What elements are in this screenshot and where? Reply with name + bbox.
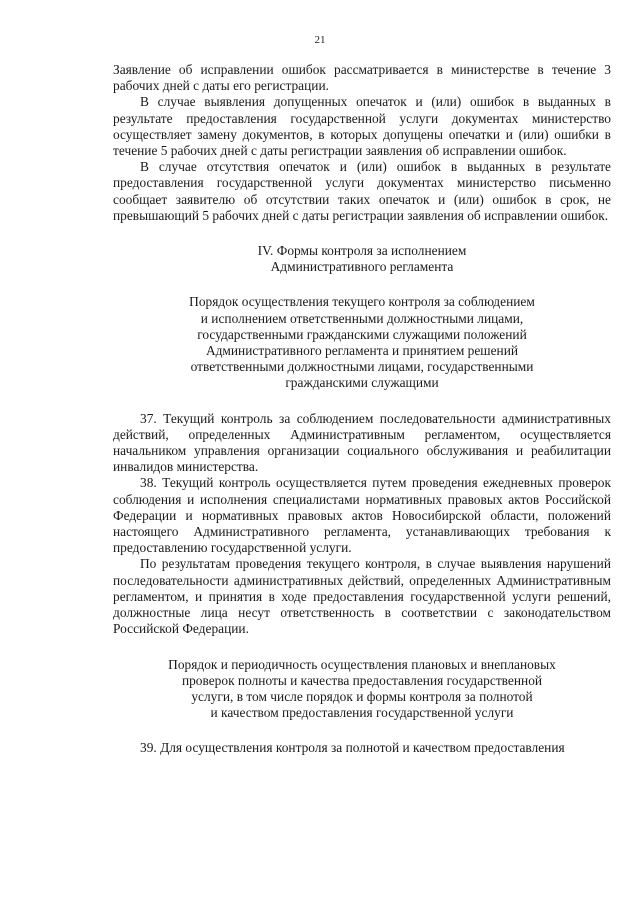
subheading-inspections (113, 657, 611, 722)
section-heading-line: Административного регламента (270, 259, 454, 275)
paragraph-review-period: Заявление об исправлении ошибок рассматривается в министерстве в течение 3 рабочих дней с даты его регистрации. (113, 62, 611, 94)
subheading-line: Порядок осуществления текущего контроля за соблюдением (189, 294, 535, 310)
subheading-line: и исполнением ответственными должностными лицами, (200, 310, 524, 326)
subheading-line: и качеством предоставления государственной услуги (210, 705, 514, 721)
paragraph-38: 38. Текущий контроль осуществляется путем проведения ежедневных проверок соблюдения и исполнения специалистами нормативных правовых актов Российской Федерации и нормативных правовых актов Новосибирской области, положений настоящего Административного регламента, устанавливающих требования к предоставлению государственной услуги. (113, 475, 611, 556)
subheading-line: гражданскими служащими (285, 375, 439, 391)
paragraph-39: 39. Для осуществления контроля за полнотой и качеством предоставления (140, 740, 565, 756)
section-heading (113, 243, 611, 275)
section-heading-line: IV. Формы контроля за исполнением (257, 243, 467, 259)
paragraph-no-errors: В случае отсутствия опечаток и (или) ошибок в выданных в результате предоставления государственной услуги документах министерство письменно сообщает заявителю об отсутствии таких опечаток и (или) ошибок в срок, не превышающий 5 рабочих дней с даты регистрации заявления об исправлении ошибок. (113, 159, 611, 223)
document-body (113, 62, 611, 757)
subheading-line: государственными гражданскими служащими положений (197, 326, 527, 342)
paragraph-37: 37. Текущий контроль за соблюдением последовательности административных действий, определенных Административным регламентом, осуществляется начальником управления организации социального обслуживания и реабилитации инвалидов министерства. (113, 410, 611, 475)
subheading-line: Порядок и периодичность осуществления плановых и внеплановых (168, 656, 556, 672)
paragraph-control-results: По результатам проведения текущего контроля, в случае выявления нарушений последовательности административных действий, определенных Административным регламентом, и принятия в ходе предоставления государственной услуги решений, должностные лица несут ответственность в соответствии с законодательством Российской Федерации. (113, 556, 611, 637)
subheading-line: проверок полноты и качества предоставления государственной (181, 672, 543, 688)
subheading-line: услуги, в том числе порядок и формы контроля за полнотой (191, 688, 533, 704)
page-number: 21 (314, 34, 326, 46)
paragraph-errors-found: В случае выявления допущенных опечаток и (или) ошибок в выданных в результате предоставления государственной услуги документах министерство осуществляет замену документов, в которых допущены опечатки и (или) ошибки в течение 5 рабочих дней с даты регистрации заявления об исправлении ошибок. (113, 94, 611, 159)
subheading-line: Административного регламента и принятием решений (205, 343, 519, 359)
subheading-current-control (113, 294, 611, 391)
subheading-line: ответственными должностными лицами, государственными (190, 359, 534, 375)
